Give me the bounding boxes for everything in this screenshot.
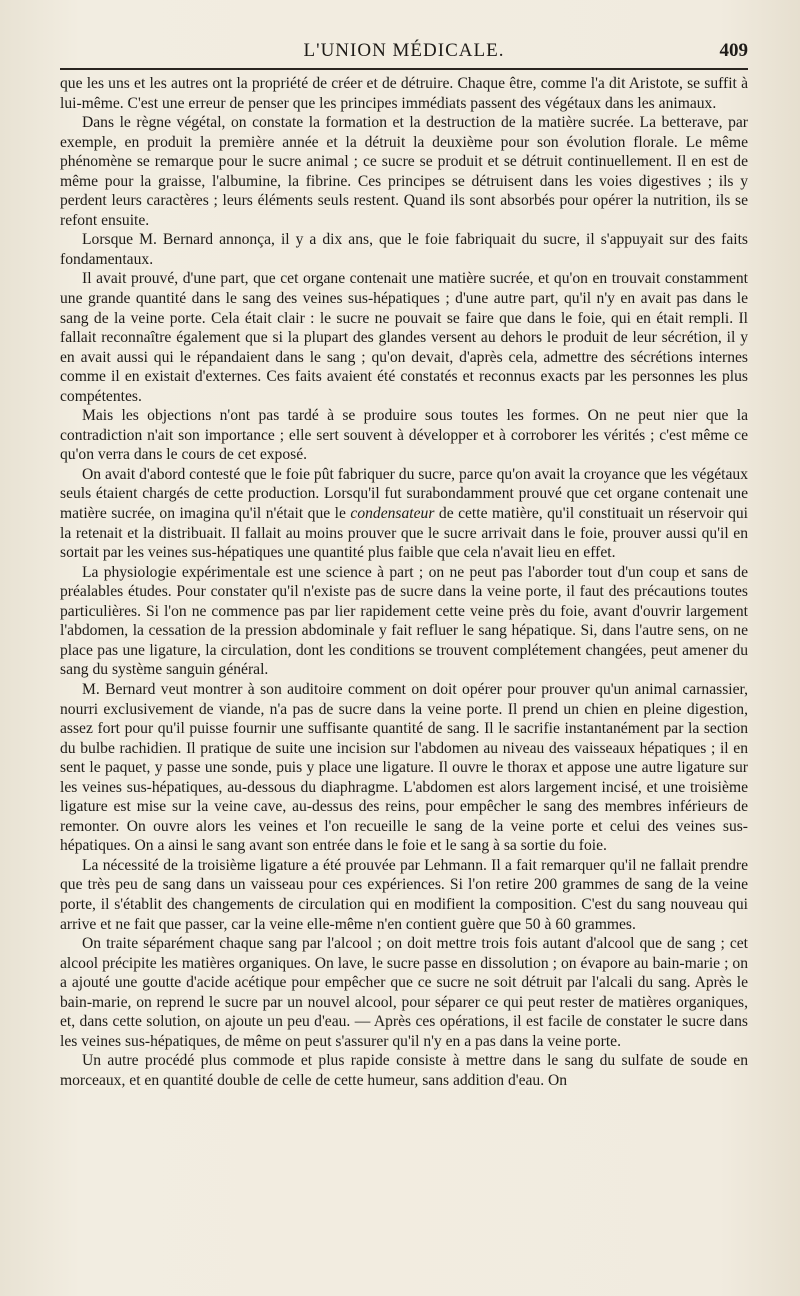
page-number: 409	[719, 40, 748, 61]
italic-term: condensateur	[350, 505, 435, 523]
paragraph-9: La nécessité de la troisième ligature a été prouvée par Lehmann. Il a fait remarquer qu'il ne fallait prendre que très peu de sang dans un vaisseau pour ces expériences. Si l'on retire 200 grammes de sang de la veine porte, il s'établit des changements de circulation qui en modifient la composition. C'est du sang nouveau qui arrive et ne fait que passer, car la veine elle-même n'en contient guère que 50 à 60 grammes.	[60, 856, 748, 933]
body-text	[60, 74, 748, 1090]
paragraph-10: On traite séparément chaque sang par l'alcool ; on doit mettre trois fois autant d'alcool que de sang ; cet alcool précipite les matières organiques. On lave, le sucre passe en dissolution ; on évapore au bain-marie ; on a ajouté une goutte d'acide acétique pour empêcher que ce sucre ne soit détruit par l'alcali du sang. Après le bain-marie, on reprend le sucre par un nouvel alcool, pour séparer ce qui peut rester de matières organiques, et, dans cette solution, on ajoute un peu d'eau. — Après ces opérations, il est facile de constater le sucre dans les veines sus-hépatiques, de même on peut s'assurer qu'il n'y en a pas dans la veine porte.	[60, 935, 748, 1050]
running-head	[60, 34, 748, 64]
paragraph-3: Lorsque M. Bernard annonça, il y a dix ans, que le foie fabriquait du sucre, il s'appuyait sur des faits fondamentaux.	[60, 231, 748, 268]
running-title: L'UNION MÉDICALE.	[303, 40, 505, 61]
paragraph-1: que les uns et les autres ont la propriété de créer et de détruire. Chaque être, comme l'a dit Aristote, se suffit à lui-même. C'est une erreur de penser que les principes immédiats passent des végétaux dans les animaux.	[60, 75, 748, 112]
paragraph-11: Un autre procédé plus commode et plus rapide consiste à mettre dans le sang du sulfate de soude en morceaux, et en quantité double de celle de cette humeur, sans addition d'eau. On	[60, 1052, 748, 1089]
paragraph-4: Il avait prouvé, d'une part, que cet organe contenait une matière sucrée, et qu'on en trouvait constamment une grande quantité dans le sang des veines sus-hépatiques ; d'une autre part, qu'il n'y en avait pas dans le sang de la veine porte. Cela était clair : le sucre ne pouvait se faire que dans le foie, qui en était rempli. Il fallait reconnaître également que si la plupart des glandes versent au dehors le produit de leur sécrétion, il y en avait aussi qui le répandaient dans le sang ; qu'on devait, d'après cela, admettre des sécrétions internes comme il en existait d'externes. Ces faits avaient été constatés et reconnus exacts par les personnes les plus compétentes.	[60, 270, 748, 405]
paragraph-6: On avait d'abord contesté que le foie pût fabriquer du sucre, parce qu'on avait la croyance que les végétaux seuls étaient chargés de cette production. Lorsqu'il fut surabondamment prouvé que cet organe contenait une matière sucrée, on imagina qu'il n'était que le condensateur de cette matière, qu'il constituait un réservoir qui la retenait et la distribuait. Il fallait au moins prouver que le sucre arrivait dans le foie, prouver aussi qu'il en sortait par les veines sus-hépatiques une quantité plus faible que cela n'avait lieu en effet.	[60, 465, 748, 562]
header-rule	[60, 68, 748, 70]
paragraph-5: Mais les objections n'ont pas tardé à se produire sous toutes les formes. On ne peut nier que la contradiction n'ait son importance ; elle sert souvent à développer et à corroborer les vérités ; c'est même ce qu'on verra dans le cours de cet exposé.	[60, 407, 748, 464]
paragraph-8: M. Bernard veut montrer à son auditoire comment on doit opérer pour prouver qu'un animal carnassier, nourri exclusivement de viande, n'a pas de sucre dans la veine porte. Il prend un chien en pleine digestion, assez fort pour qu'il puisse fournir une suffisante quantité de sang. Il le sacrifie instantanément par la section du bulbe rachidien. Il pratique de suite une incision sur l'abdomen au niveau des vaisseaux hépatiques ; il en sent le paquet, y passe une sonde, puis y place une ligature. Il ouvre le thorax et appose une autre ligature sur les veines sus-hépatiques, au-dessous du diaphragme. L'abdomen est alors largement incisé, et une troisième ligature est mise sur la veine cave, au-dessus des reins, pour empêcher le sang des membres inférieurs de remonter. On ouvre alors les veines et l'on recueille le sang de la veine porte et celui des veines sus-hépatiques. On a ainsi le sang avant son entrée dans le foie et le sang à sa sortie du foie.	[60, 680, 748, 855]
paragraph-2: Dans le règne végétal, on constate la formation et la destruction de la matière sucrée. La betterave, par exemple, en produit la première année et la détruit la deuxième pour son évolution florale. Le même phénomène se remarque pour le sucre animal ; ce sucre se produit et se détruit continuellement. Il en est de même pour la graisse, l'albumine, la fibrine. Ces principes se détruisent dans les voies digestives ; ils y perdent leurs caractères ; leurs éléments seuls restent. Quand ils sont absorbés pour opérer la nutrition, ils se refont ensuite.	[60, 114, 748, 229]
paragraph-7: La physiologie expérimentale est une science à part ; on ne peut pas l'aborder tout d'un coup et sans de préalables études. Pour constater qu'il n'existe pas de sucre dans la veine porte, il faut des précautions toutes particulières. Si l'on ne commence pas par lier rapidement cette veine près du foie, avant d'ouvrir largement l'abdomen, la cessation de la pression abdominale y fait refluer le sang hépatique. Si, dans l'autre sens, on ne place pas une ligature, la circulation, dont les conditions se trouvent complétement changées, peut amener du sang du système sanguin général.	[60, 563, 748, 679]
